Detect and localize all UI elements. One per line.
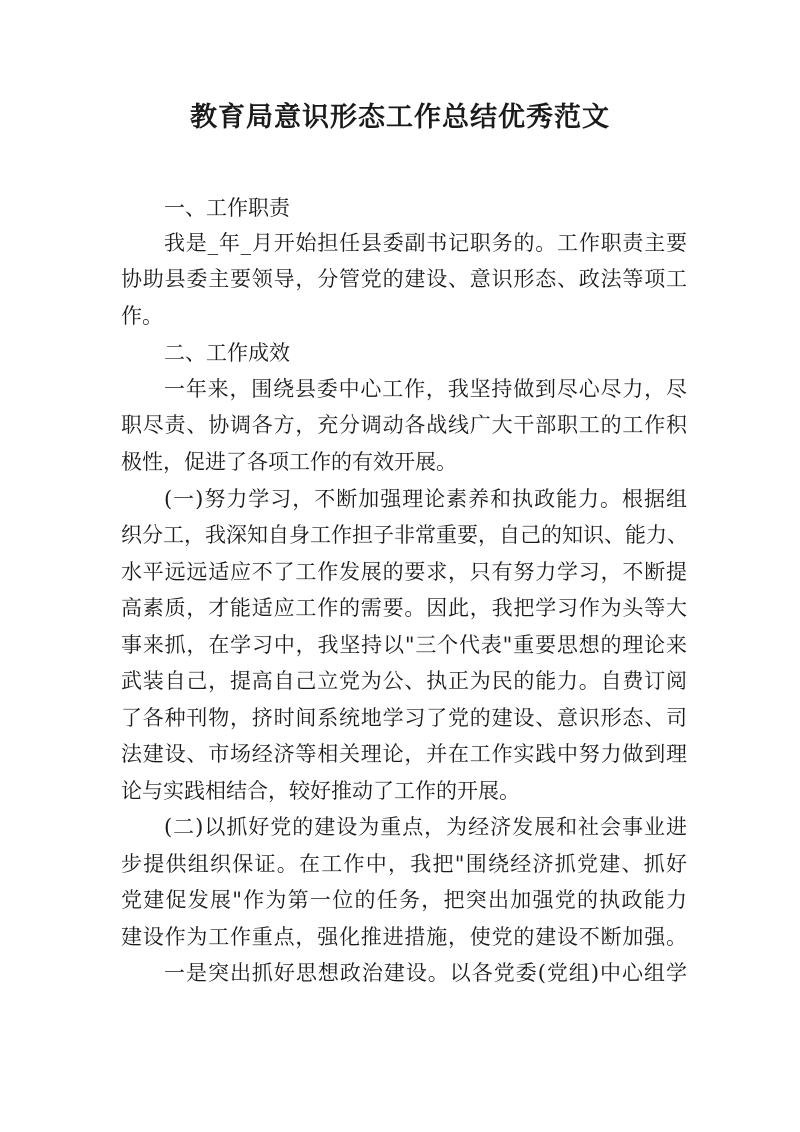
paragraph-line: 水平远远适应不了工作发展的要求，只有努力学习，不断提 <box>121 560 687 584</box>
paragraph-line: 事来抓，在学习中，我坚持以"三个代表"重要思想的理论来 <box>121 633 687 657</box>
paragraph-line: (二)以抓好党的建设为重点，为经济发展和社会事业进 <box>164 815 687 839</box>
paragraph-line: 作。 <box>121 304 163 328</box>
paragraph-line: 了各种刊物，挤时间系统地学习了党的建设、意识形态、司 <box>121 706 687 730</box>
paragraph-line: 法建设、市场经济等相关理论，并在工作实践中努力做到理 <box>121 742 687 766</box>
paragraph-line: 一是突出抓好思想政治建设。以各党委(党组)中心组学 <box>164 961 687 985</box>
paragraph-line: 织分工，我深知自身工作担子非常重要，自己的知识、能力、 <box>121 523 688 547</box>
paragraph-line: 高素质，才能适应工作的需要。因此，我把学习作为头等大 <box>121 596 687 620</box>
paragraph-line: 一年来，围绕县委中心工作，我坚持做到尽心尽力，尽 <box>164 377 687 401</box>
paragraph-line: 党建促发展"作为第一位的任务，把突出加强党的执政能力 <box>121 888 687 912</box>
paragraph-line: 建设作为工作重点，强化推进措施，使党的建设不断加强。 <box>121 925 687 949</box>
paragraph-line: 职尽责、协调各方，充分调动各战线广大干部职工的工作积 <box>121 413 687 437</box>
paragraph-line: 武装自己，提高自己立党为公、执正为民的能力。自费订阅 <box>121 669 687 693</box>
paragraph-line: 我是_年_月开始担任县委副书记职务的。工作职责主要 <box>164 231 687 255</box>
paragraph-line: 步提供组织保证。在工作中，我把"围绕经济抓党建、抓好 <box>121 852 687 876</box>
paragraph-line: 极性，促进了各项工作的有效开展。 <box>121 450 457 474</box>
paragraph-line: 协助县委主要领导，分管党的建设、意识形态、政法等项工 <box>121 267 687 291</box>
section-heading-duties: 一、工作职责 <box>164 196 290 220</box>
section-heading-results: 二、工作成效 <box>164 341 290 365</box>
paragraph-line: (一)努力学习，不断加强理论素养和执政能力。根据组 <box>164 487 687 511</box>
paragraph-line: 论与实践相结合，较好推动了工作的开展。 <box>121 779 520 803</box>
document-title: 教育局意识形态工作总结优秀范文 <box>190 102 610 133</box>
